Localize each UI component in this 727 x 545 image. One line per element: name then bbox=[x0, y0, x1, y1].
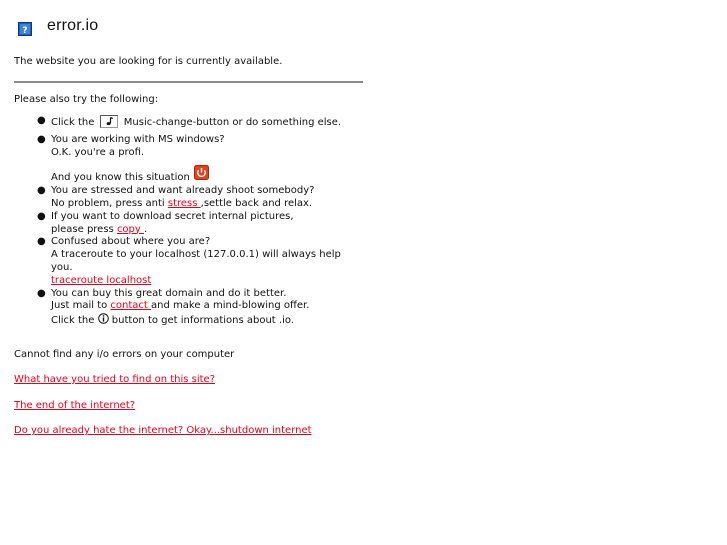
info-icon[interactable] bbox=[98, 313, 109, 324]
bullet: ● bbox=[37, 210, 46, 222]
page-title: error.io bbox=[47, 16, 99, 34]
music-note-icon bbox=[104, 117, 114, 126]
divider bbox=[14, 81, 363, 83]
tips-list bbox=[37, 115, 356, 328]
bullet: ● bbox=[37, 115, 46, 126]
list-item-windows: ● You are working with MS windows? O.K. you're a profi. And you know this situation bbox=[37, 133, 225, 184]
intro-text: The website you are looking for is currently available. bbox=[14, 56, 283, 67]
end-of-internet-link[interactable]: The end of the internet? bbox=[14, 400, 136, 411]
list-item-stress: ● You are stressed and want already shoot somebody? No problem, press anti stress ,settle back and relax. bbox=[37, 185, 315, 209]
page-header bbox=[18, 15, 98, 36]
help-icon bbox=[18, 22, 32, 36]
svg-text:?: ? bbox=[22, 26, 28, 36]
contact-link[interactable]: contact bbox=[110, 300, 152, 312]
bullet: ● bbox=[37, 185, 46, 197]
shutdown-internet-link[interactable]: Do you already hate the internet? Okay...shutdown internet bbox=[14, 425, 312, 436]
bullet: ● bbox=[37, 287, 46, 299]
bullet: ● bbox=[37, 236, 46, 248]
power-icon[interactable] bbox=[194, 165, 209, 180]
footer-text: Cannot find any i/o errors on your computer bbox=[14, 349, 235, 360]
list-item-download: ● If you want to download secret internal pictures, please press copy . bbox=[37, 210, 294, 235]
copy-link[interactable]: copy bbox=[116, 223, 144, 235]
try-label: Please also try the following: bbox=[14, 94, 159, 105]
list-item-domain: ● You can buy this great domain and do it better. Just mail to contact and make a mind-blowing offer. Click the button to get informations about .io. bbox=[37, 287, 310, 327]
list-item-traceroute: ● Confused about where you are? A traceroute to your localhost (127.0.0.1) will always help you. traceroute localhost bbox=[37, 236, 341, 286]
bullet: ● bbox=[37, 133, 46, 145]
music-change-button[interactable] bbox=[100, 115, 118, 128]
traceroute-link[interactable]: traceroute localhost bbox=[51, 274, 152, 286]
stress-link[interactable]: stress bbox=[167, 197, 201, 209]
list-item-music: ● Click the Music-change-button or do something else. bbox=[37, 115, 342, 128]
tried-to-find-link[interactable]: What have you tried to find on this site? bbox=[14, 374, 216, 385]
